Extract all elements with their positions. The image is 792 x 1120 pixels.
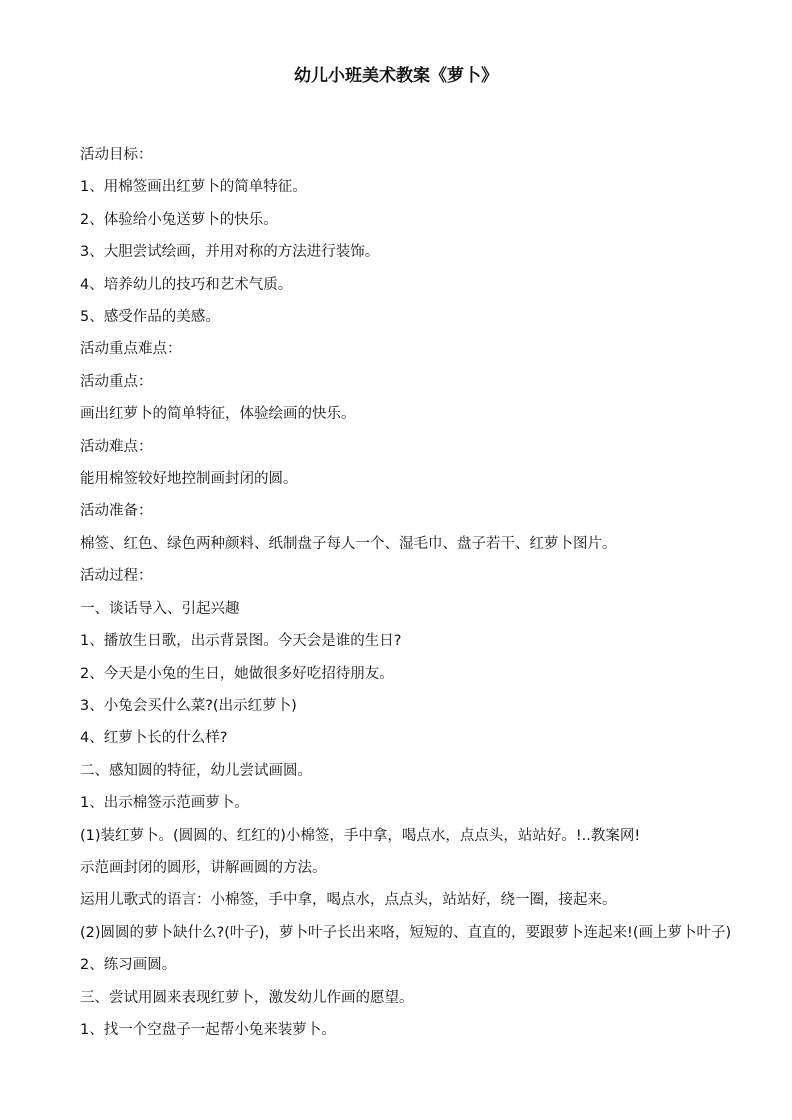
document-title: 幼儿小班美术教案《萝卜》	[294, 66, 498, 86]
paragraph: 1、用棉签画出红萝卜的简单特征。	[80, 179, 307, 196]
paragraph-section-1: 一、谈话导入、引起兴趣	[80, 600, 240, 617]
paragraph: (1)装红萝卜。(圆圆的、红红的)小棉签，手中拿，喝点水，点点头，站站好。!..教案网!	[80, 827, 641, 844]
paragraph: 3、小兔会买什么菜?(出示红萝卜)	[80, 697, 297, 714]
paragraph: 能用棉签较好地控制画封闭的圆。	[80, 471, 298, 488]
paragraph-preparation-heading: 活动准备：	[80, 503, 153, 520]
paragraph: 运用儿歌式的语言：小棉签，手中拿，喝点水，点点头，站站好，绕一圈，接起来。	[80, 892, 617, 909]
paragraph: 2、练习画圆。	[80, 957, 177, 974]
paragraph-section-2: 二、感知圆的特征，幼儿尝试画圆。	[80, 762, 312, 779]
paragraph: (2)圆圆的萝卜缺什么?(叶子)，萝卜叶子长出来咯，短短的、直直的，要跟萝卜连起来!(画上萝卜叶子)	[80, 924, 732, 941]
paragraph: 4、红萝卜长的什么样?	[80, 730, 228, 747]
paragraph: 示范画封闭的圆形，讲解画圆的方法。	[80, 859, 327, 876]
paragraph: 5、感受作品的美感。	[80, 309, 220, 326]
paragraph-key-points-heading: 活动重点难点：	[80, 341, 182, 358]
paragraph-process-heading: 活动过程：	[80, 568, 153, 585]
document-body	[48, 139, 748, 1046]
paragraph: 2、今天是小兔的生日，她做很多好吃招待朋友。	[80, 665, 394, 682]
paragraph: 棉签、红色、绿色两种颜料、纸制盘子每人一个、湿毛巾、盘子若干、红萝卜图片。	[80, 535, 617, 552]
paragraph: 活动难点：	[80, 438, 153, 455]
paragraph: 2、体验给小兔送萝卜的快乐。	[80, 211, 278, 228]
paragraph: 1、出示棉签示范画萝卜。	[80, 795, 249, 812]
paragraph-goals-heading: 活动目标：	[80, 147, 153, 163]
paragraph: 4、培养幼儿的技巧和艺术气质。	[80, 276, 293, 293]
paragraph: 3、大胆尝试绘画，并用对称的方法进行装饰。	[80, 244, 380, 261]
paragraph: 活动重点：	[80, 373, 153, 390]
paragraph-section-3: 三、尝试用圆来表现红萝卜，激发幼儿作画的愿望。	[80, 989, 414, 1006]
paragraph: 1、找一个空盘子一起帮小兔来装萝卜。	[80, 1021, 336, 1038]
paragraph: 画出红萝卜的简单特征，体验绘画的快乐。	[80, 406, 356, 423]
paragraph: 1、播放生日歌，出示背景图。今天会是谁的生日?	[80, 633, 402, 650]
